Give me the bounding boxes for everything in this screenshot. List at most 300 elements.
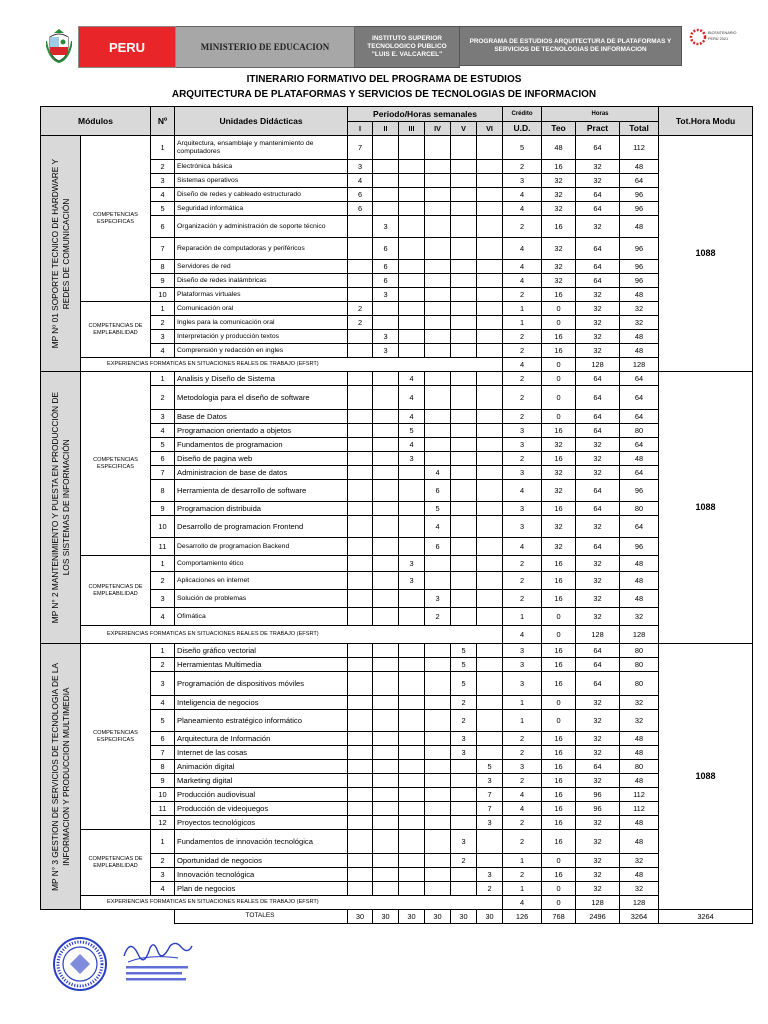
- teo-hours: 0: [542, 358, 576, 372]
- teo-hours: 0: [542, 696, 576, 710]
- period-hours: [373, 556, 399, 572]
- credit-cell: 2: [503, 386, 542, 410]
- total-hours: 64: [620, 372, 659, 386]
- period-hours: [425, 854, 451, 868]
- bicentenario-text: BICENTENARIO: [708, 31, 737, 35]
- period-hours: [451, 372, 477, 386]
- period-hours: [348, 556, 373, 572]
- unidad-didactica: Producción de videojuegos: [175, 802, 348, 816]
- row-number: 2: [151, 160, 175, 174]
- period-hours: [451, 882, 477, 896]
- teo-hours: 16: [542, 774, 576, 788]
- row-number: 11: [151, 538, 175, 556]
- period-hours: [399, 746, 425, 760]
- period-hours: 4: [399, 372, 425, 386]
- credit-cell: 4: [503, 260, 542, 274]
- total-hours: 112: [620, 136, 659, 160]
- credit-cell: 4: [503, 896, 542, 910]
- period-hours: 7: [477, 802, 503, 816]
- period-hours: [348, 386, 373, 410]
- unidad-didactica: Oportunidad de negocios: [175, 854, 348, 868]
- pract-hours: 32: [576, 882, 620, 896]
- period-hours: [348, 502, 373, 516]
- period-hours: [399, 816, 425, 830]
- period-hours: [451, 538, 477, 556]
- period-hours: [477, 746, 503, 760]
- row-number: 8: [151, 760, 175, 774]
- period-hours: [477, 174, 503, 188]
- credit-cell: 2: [503, 816, 542, 830]
- pract-hours: 32: [576, 160, 620, 174]
- efsrt-row: [41, 358, 753, 372]
- row-number: 1: [151, 644, 175, 658]
- total-hours: 96: [620, 274, 659, 288]
- period-hours: [425, 438, 451, 452]
- period-hours: [451, 274, 477, 288]
- teo-hours: 0: [542, 410, 576, 424]
- program-label: PROGRAMA DE ESTUDIOS ARQUITECTURA DE PLATAFORMAS Y SERVICIOS DE TECNOLOGIAS DE INFORMACION: [460, 26, 682, 66]
- total-hours: 96: [620, 538, 659, 556]
- total-hours: 64: [620, 438, 659, 452]
- credit-cell: 3: [503, 658, 542, 672]
- efsrt-label: EXPERIENCIAS FORMATICAS EN SITUACIONES REALES DE TRABAJO (EFSRT): [81, 896, 503, 910]
- period-hours: [425, 672, 451, 696]
- period-hours: [348, 816, 373, 830]
- period-hours: [425, 260, 451, 274]
- period-hours: [451, 424, 477, 438]
- teo-hours: 16: [542, 344, 576, 358]
- period-hours: 3: [373, 344, 399, 358]
- unidad-didactica: Metodologia para el diseño de software: [175, 386, 348, 410]
- pract-hours: 32: [576, 288, 620, 302]
- total-hours: 48: [620, 830, 659, 854]
- period-hours: [425, 696, 451, 710]
- period-hours: [399, 538, 425, 556]
- period-hours: [425, 644, 451, 658]
- unidad-didactica: Diseño gráfico vectorial: [175, 644, 348, 658]
- period-hours: [348, 344, 373, 358]
- period-hours: [348, 608, 373, 626]
- period-hours: [451, 438, 477, 452]
- unidad-didactica: Aplicaciones en internet: [175, 572, 348, 590]
- total-hours: 48: [620, 732, 659, 746]
- header-horas: Horas: [542, 107, 659, 122]
- pract-hours: 32: [576, 216, 620, 238]
- unidad-didactica: Sistemas operativos: [175, 174, 348, 188]
- table-row: [41, 136, 753, 160]
- period-hours: 4: [425, 516, 451, 538]
- unidad-didactica: Diseño de redes y cableado estructurado: [175, 188, 348, 202]
- pract-hours: 64: [576, 424, 620, 438]
- period-hours: [373, 760, 399, 774]
- period-hours: [373, 452, 399, 466]
- total-hours: 48: [620, 452, 659, 466]
- period-hours: 2: [348, 302, 373, 316]
- unidad-didactica: Arquitectura de Información: [175, 732, 348, 746]
- teo-hours: 16: [542, 868, 576, 882]
- period-hours: [373, 438, 399, 452]
- coat-of-arms-icon: [40, 25, 78, 67]
- period-hours: [348, 696, 373, 710]
- total-hours: 80: [620, 672, 659, 696]
- total-hours: 48: [620, 216, 659, 238]
- pract-hours: 32: [576, 774, 620, 788]
- period-hours: [399, 696, 425, 710]
- unidad-didactica: Comportamiento ético: [175, 556, 348, 572]
- period-hours: [477, 372, 503, 386]
- pract-hours: 128: [576, 358, 620, 372]
- bicentenario-year: PERÚ 2021: [708, 37, 729, 41]
- period-hours: 4: [399, 386, 425, 410]
- period-hours: [373, 868, 399, 882]
- period-hours: [425, 238, 451, 260]
- credit-cell: 2: [503, 344, 542, 358]
- period-hours: [477, 538, 503, 556]
- total-hours: 80: [620, 644, 659, 658]
- row-number: 6: [151, 452, 175, 466]
- period-hours: [425, 802, 451, 816]
- period-hours: 6: [373, 260, 399, 274]
- total-pract: 2496: [576, 910, 620, 924]
- period-hours: 4: [399, 438, 425, 452]
- institute-label: INSTITUTO SUPERIOR TECNOLOGICO PUBLICO "LUIS E. VALCARCEL": [355, 26, 460, 68]
- period-hours: [477, 188, 503, 202]
- header-period-4: IV: [425, 122, 451, 136]
- teo-hours: 16: [542, 746, 576, 760]
- total-hours: 128: [620, 358, 659, 372]
- teo-hours: 16: [542, 816, 576, 830]
- teo-hours: 0: [542, 302, 576, 316]
- period-hours: [399, 760, 425, 774]
- period-hours: [373, 410, 399, 424]
- period-hours: [425, 410, 451, 424]
- total-hours: 48: [620, 590, 659, 608]
- period-hours: 4: [399, 410, 425, 424]
- pract-hours: 64: [576, 188, 620, 202]
- pract-hours: 32: [576, 746, 620, 760]
- period-hours: [425, 746, 451, 760]
- period-hours: [477, 136, 503, 160]
- period-hours: [399, 608, 425, 626]
- row-number: 2: [151, 572, 175, 590]
- row-number: 6: [151, 732, 175, 746]
- period-hours: [477, 274, 503, 288]
- module-total-hours: 1088: [659, 136, 753, 372]
- unidad-didactica: Plan de negocios: [175, 882, 348, 896]
- unidad-didactica: Desarrollo de programacion Backend: [175, 538, 348, 556]
- row-number: 4: [151, 696, 175, 710]
- period-hours: [373, 830, 399, 854]
- period-hours: [348, 538, 373, 556]
- period-hours: [451, 160, 477, 174]
- row-number: 8: [151, 260, 175, 274]
- period-hours: 3: [451, 732, 477, 746]
- credit-cell: 2: [503, 868, 542, 882]
- period-hours: [425, 136, 451, 160]
- period-hours: [451, 136, 477, 160]
- teo-hours: 16: [542, 160, 576, 174]
- teo-hours: 0: [542, 882, 576, 896]
- row-number: 6: [151, 216, 175, 238]
- teo-hours: 32: [542, 538, 576, 556]
- total-hours: 96: [620, 260, 659, 274]
- period-hours: 5: [451, 644, 477, 658]
- period-hours: [348, 854, 373, 868]
- total-hours: 64: [620, 466, 659, 480]
- pract-hours: 64: [576, 672, 620, 696]
- total-hours: 48: [620, 868, 659, 882]
- period-hours: 3: [373, 330, 399, 344]
- total-hours: 32: [620, 696, 659, 710]
- pract-hours: 32: [576, 344, 620, 358]
- credit-cell: 1: [503, 302, 542, 316]
- period-hours: [399, 644, 425, 658]
- pract-hours: 64: [576, 372, 620, 386]
- module-total-hours: 1088: [659, 372, 753, 644]
- unidad-didactica: Marketing digital: [175, 774, 348, 788]
- period-hours: 6: [348, 188, 373, 202]
- period-hours: [425, 556, 451, 572]
- module-name-text: MP N° 2 MANTENIMIENTO Y PUESTA EN PRODUCCIÓN DE LOS SISTEMAS DE INFORMACIÓN: [49, 391, 71, 624]
- period-hours: [451, 608, 477, 626]
- total-hours: 64: [620, 516, 659, 538]
- period-hours: [425, 774, 451, 788]
- total-hours: 96: [620, 238, 659, 260]
- period-hours: [451, 480, 477, 502]
- period-hours: [399, 868, 425, 882]
- total-hours: 96: [620, 202, 659, 216]
- period-hours: [348, 216, 373, 238]
- credit-cell: 2: [503, 774, 542, 788]
- competency-group: COMPETENCIAS ESPECIFICAS: [81, 372, 151, 556]
- total-hours: 48: [620, 344, 659, 358]
- period-hours: [399, 288, 425, 302]
- total-hours: 64: [620, 174, 659, 188]
- credit-cell: 3: [503, 438, 542, 452]
- period-hours: [477, 556, 503, 572]
- row-number: 9: [151, 502, 175, 516]
- credit-cell: 4: [503, 626, 542, 644]
- table-row: [41, 302, 753, 316]
- pract-hours: 32: [576, 174, 620, 188]
- total-hours: 64: [620, 410, 659, 424]
- period-hours: [373, 572, 399, 590]
- period-hours: [399, 316, 425, 330]
- row-number: 2: [151, 316, 175, 330]
- blank-cell: [41, 910, 175, 924]
- credit-cell: 1: [503, 696, 542, 710]
- period-hours: [348, 480, 373, 502]
- period-hours: [373, 746, 399, 760]
- row-number: 10: [151, 516, 175, 538]
- unidad-didactica: Programacion orientado a objetos: [175, 424, 348, 438]
- period-hours: [477, 590, 503, 608]
- unidad-didactica: Reparación de computadoras y periféricos: [175, 238, 348, 260]
- credit-cell: 1: [503, 854, 542, 868]
- period-hours: 5: [451, 672, 477, 696]
- period-hours: [477, 344, 503, 358]
- header-period-2: II: [373, 122, 399, 136]
- period-hours: [348, 466, 373, 480]
- period-hours: 6: [425, 538, 451, 556]
- period-hours: 5: [451, 658, 477, 672]
- period-hours: [348, 260, 373, 274]
- credit-cell: 2: [503, 288, 542, 302]
- competency-group: COMPETENCIAS ESPECIFICAS: [81, 136, 151, 302]
- period-hours: [373, 386, 399, 410]
- row-number: 10: [151, 288, 175, 302]
- module-name-text: MP N° 3 GESTION DE SERVICIOS DE TECNOLOGIA DE LA INFORMACION Y PRODUCCION MULTIMEDIA: [49, 662, 71, 891]
- period-hours: [348, 868, 373, 882]
- competency-group: COMPETENCIAS ESPECIFICAS: [81, 644, 151, 830]
- row-number: 2: [151, 658, 175, 672]
- period-hours: [348, 452, 373, 466]
- period-hours: [373, 302, 399, 316]
- pract-hours: 32: [576, 816, 620, 830]
- row-number: 12: [151, 816, 175, 830]
- period-hours: 3: [399, 572, 425, 590]
- period-hours: [451, 344, 477, 358]
- teo-hours: 32: [542, 516, 576, 538]
- credit-cell: 1: [503, 710, 542, 732]
- period-hours: [373, 516, 399, 538]
- pract-hours: 32: [576, 854, 620, 868]
- period-hours: [373, 372, 399, 386]
- signature-stamp: [118, 934, 196, 992]
- period-hours: [348, 410, 373, 424]
- period-hours: [399, 882, 425, 896]
- teo-hours: 16: [542, 288, 576, 302]
- institute-seal-icon: [52, 936, 108, 992]
- row-number: 10: [151, 788, 175, 802]
- period-hours: [477, 424, 503, 438]
- period-hours: [348, 274, 373, 288]
- teo-hours: 0: [542, 608, 576, 626]
- row-number: 1: [151, 302, 175, 316]
- module-total-hours: 1088: [659, 644, 753, 910]
- period-hours: [399, 788, 425, 802]
- period-hours: 4: [425, 466, 451, 480]
- unidad-didactica: Ingles para la comunicación oral: [175, 316, 348, 330]
- unidad-didactica: Herramienta de desarrollo de software: [175, 480, 348, 502]
- period-hours: [373, 316, 399, 330]
- credit-cell: 4: [503, 480, 542, 502]
- unidad-didactica: Electrónica básica: [175, 160, 348, 174]
- header-unidades: Unidades Didácticas: [175, 107, 348, 136]
- unidad-didactica: Diseño de redes inalámbricas: [175, 274, 348, 288]
- credit-cell: 2: [503, 452, 542, 466]
- period-hours: 2: [451, 696, 477, 710]
- period-hours: [477, 710, 503, 732]
- period-hours: [425, 302, 451, 316]
- period-hours: [451, 316, 477, 330]
- teo-hours: 16: [542, 572, 576, 590]
- period-hours: [348, 672, 373, 696]
- period-hours: 7: [477, 788, 503, 802]
- period-hours: [451, 516, 477, 538]
- period-hours: [348, 438, 373, 452]
- period-hours: 3: [399, 452, 425, 466]
- document-title-line1: ITINERARIO FORMATIVO DEL PROGRAMA DE ESTUDIOS: [246, 74, 522, 85]
- credit-cell: 2: [503, 830, 542, 854]
- unidad-didactica: Planeamiento estratégico informático: [175, 710, 348, 732]
- row-number: 5: [151, 438, 175, 452]
- period-hours: [373, 732, 399, 746]
- teo-hours: 16: [542, 672, 576, 696]
- curriculum-table: [40, 106, 753, 924]
- teo-hours: 16: [542, 788, 576, 802]
- period-hours: [477, 516, 503, 538]
- period-hours: [348, 644, 373, 658]
- period-hours: [399, 174, 425, 188]
- period-hours: 3: [348, 160, 373, 174]
- teo-hours: 16: [542, 760, 576, 774]
- period-hours: [451, 386, 477, 410]
- pract-hours: 96: [576, 788, 620, 802]
- period-hours: [348, 882, 373, 896]
- period-hours: [477, 854, 503, 868]
- period-hours: 3: [477, 816, 503, 830]
- teo-hours: 16: [542, 802, 576, 816]
- period-hours: [373, 188, 399, 202]
- total-hours: 96: [620, 480, 659, 502]
- period-hours: [477, 452, 503, 466]
- module-name-text: MP Nº 01 SOPORTE TECNICO DE HARDWARE Y REDES DE COMUNICACIÓN: [49, 158, 71, 349]
- unidad-didactica: Comprensión y redacción en ingles: [175, 344, 348, 358]
- total-hours: 48: [620, 572, 659, 590]
- period-hours: [477, 830, 503, 854]
- header-credito: Crédito: [503, 107, 542, 122]
- period-hours: [399, 330, 425, 344]
- period-hours: [425, 868, 451, 882]
- period-hours: [477, 480, 503, 502]
- period-hours: [451, 288, 477, 302]
- pract-hours: 64: [576, 760, 620, 774]
- pract-hours: 64: [576, 274, 620, 288]
- period-hours: 2: [348, 316, 373, 330]
- credit-cell: 1: [503, 882, 542, 896]
- header-periodo: Periodo/Horas semanales: [348, 107, 503, 122]
- row-number: 5: [151, 202, 175, 216]
- row-number: 7: [151, 238, 175, 260]
- period-hours: [451, 188, 477, 202]
- header-tot-hora: Tot.Hora Modu: [659, 107, 753, 136]
- unidad-didactica: Innovación tecnológica: [175, 868, 348, 882]
- period-hours: [399, 658, 425, 672]
- period-hours: [451, 774, 477, 788]
- total-period: 30: [373, 910, 399, 924]
- credit-cell: 4: [503, 202, 542, 216]
- unidad-didactica: Producción audiovisual: [175, 788, 348, 802]
- teo-hours: 0: [542, 316, 576, 330]
- period-hours: [425, 188, 451, 202]
- row-number: 4: [151, 882, 175, 896]
- pract-hours: 32: [576, 868, 620, 882]
- row-number: 1: [151, 556, 175, 572]
- teo-hours: 0: [542, 386, 576, 410]
- period-hours: [373, 710, 399, 732]
- total-hours: 80: [620, 760, 659, 774]
- credit-cell: 3: [503, 760, 542, 774]
- bicentenario-logo: [688, 23, 738, 59]
- total-hours: 128: [620, 626, 659, 644]
- period-hours: [399, 188, 425, 202]
- unidad-didactica: Diseño de pagina web: [175, 452, 348, 466]
- teo-hours: 0: [542, 710, 576, 732]
- teo-hours: 16: [542, 732, 576, 746]
- period-hours: [425, 882, 451, 896]
- period-hours: 6: [373, 238, 399, 260]
